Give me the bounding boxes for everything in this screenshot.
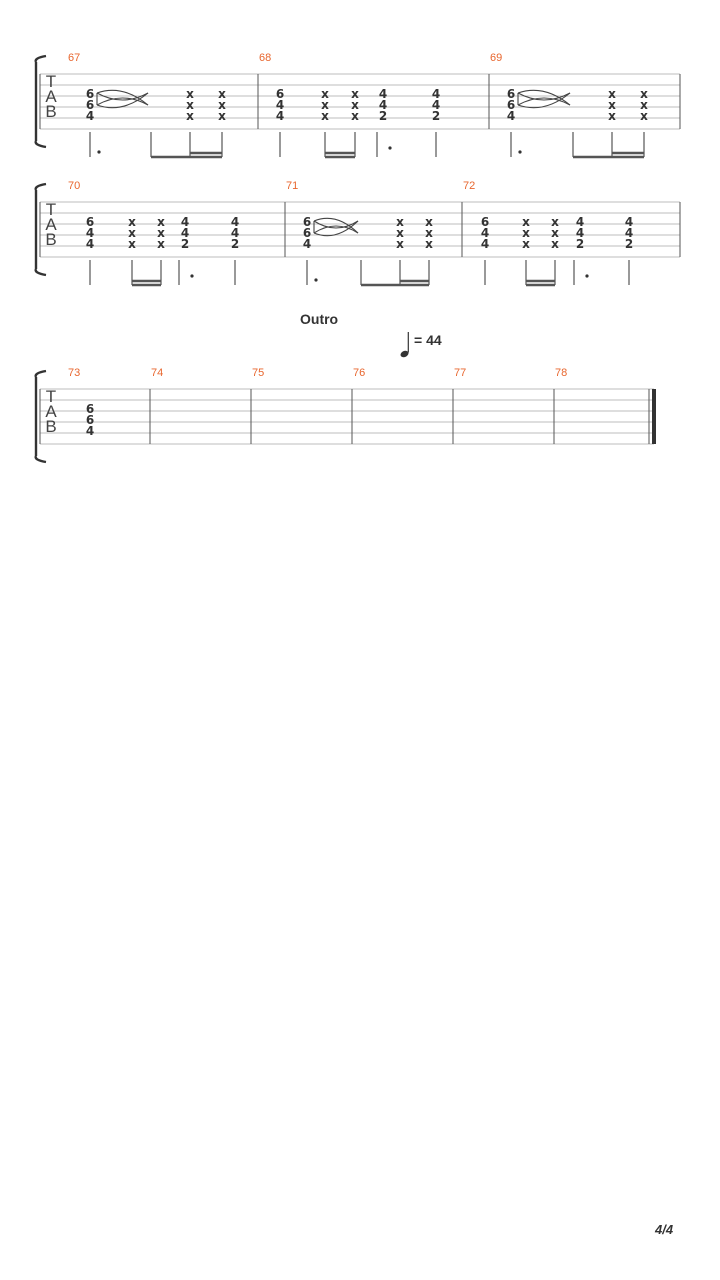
fret-number: x xyxy=(157,215,165,229)
fret-number: x xyxy=(321,98,329,112)
measure-number: 74 xyxy=(151,367,164,379)
fret-number: x xyxy=(551,215,559,229)
fret-number: x xyxy=(218,98,226,112)
fret-number: x xyxy=(351,109,359,123)
fret-number: 6 xyxy=(480,215,490,229)
fret-number: 2 xyxy=(230,237,240,251)
fret-number: 2 xyxy=(378,109,388,123)
rhythm-dot xyxy=(388,146,391,149)
page-number: 4/4 xyxy=(655,1222,674,1237)
fret-number: 4 xyxy=(85,226,95,240)
tab-clef-letter: T xyxy=(45,387,57,406)
tab-system xyxy=(36,52,680,157)
tab-clef-letter: T xyxy=(45,72,57,91)
fret-number: x xyxy=(128,215,136,229)
fret-number: x xyxy=(351,87,359,101)
tie-slur xyxy=(97,90,148,107)
fret-number: 4 xyxy=(302,237,312,251)
fret-number: x xyxy=(396,226,404,240)
fret-number: x xyxy=(522,237,530,251)
fret-number: x xyxy=(522,215,530,229)
fret-number: 6 xyxy=(85,87,95,101)
tab-system xyxy=(36,180,680,285)
tie-slur xyxy=(518,90,570,107)
measure-number: 72 xyxy=(463,180,476,192)
fret-number: x xyxy=(551,237,559,251)
fret-number: x xyxy=(218,109,226,123)
fret-number: 4 xyxy=(378,87,388,101)
fret-number: 4 xyxy=(230,215,240,229)
fret-number: x xyxy=(396,215,404,229)
fret-number: 4 xyxy=(624,215,634,229)
fret-number: 4 xyxy=(624,226,634,240)
fret-number: x xyxy=(321,109,329,123)
measure-number: 73 xyxy=(68,367,81,379)
fret-number: x xyxy=(351,98,359,112)
measure-number: 78 xyxy=(555,367,568,379)
measure-number: 67 xyxy=(68,52,81,64)
fret-number: x xyxy=(425,237,433,251)
fret-number: 4 xyxy=(378,98,388,112)
fret-number: x xyxy=(321,87,329,101)
measure-number: 76 xyxy=(353,367,366,379)
tab-clef-letter: B xyxy=(45,230,57,249)
tab-system xyxy=(36,367,654,462)
fret-number: 4 xyxy=(506,109,516,123)
fret-number: 4 xyxy=(575,226,585,240)
fret-number: x xyxy=(186,87,194,101)
fret-number: 6 xyxy=(302,215,312,229)
fret-number: 6 xyxy=(275,87,285,101)
fret-number: 2 xyxy=(575,237,585,251)
fret-number: 4 xyxy=(275,109,285,123)
measure-number: 75 xyxy=(252,367,265,379)
fret-number: 6 xyxy=(506,98,516,112)
rhythm-dot xyxy=(585,274,588,277)
fret-number: 6 xyxy=(85,402,95,416)
measure-number: 77 xyxy=(454,367,467,379)
fret-number: 4 xyxy=(180,215,190,229)
fret-number: x xyxy=(128,226,136,240)
tab-clef-letter: B xyxy=(45,417,57,436)
measure-number: 71 xyxy=(286,180,299,192)
fret-number: x xyxy=(522,226,530,240)
fret-number: x xyxy=(396,237,404,251)
tie-slur xyxy=(314,218,358,235)
fret-number: 4 xyxy=(85,424,95,438)
fret-number: x xyxy=(551,226,559,240)
section-label: Outro xyxy=(300,311,339,327)
rhythm-dot xyxy=(190,274,193,277)
fret-number: 6 xyxy=(85,98,95,112)
tempo-marking xyxy=(399,332,441,358)
fret-number: 4 xyxy=(431,87,441,101)
fret-number: 2 xyxy=(180,237,190,251)
fret-number: 2 xyxy=(431,109,441,123)
fret-number: x xyxy=(640,98,648,112)
fret-number: x xyxy=(640,87,648,101)
measure-number: 70 xyxy=(68,180,81,192)
tab-clef-letter: A xyxy=(45,215,57,234)
fret-number: x xyxy=(157,237,165,251)
tab-clef-letter: B xyxy=(45,102,57,121)
fret-number: 4 xyxy=(275,98,285,112)
fret-number: 6 xyxy=(85,413,95,427)
fret-number: 4 xyxy=(230,226,240,240)
fret-number: 4 xyxy=(480,226,490,240)
fret-number: x xyxy=(425,226,433,240)
measure-number: 69 xyxy=(490,52,503,64)
fret-number: x xyxy=(608,98,616,112)
fret-number: 4 xyxy=(85,109,95,123)
rhythm-dot xyxy=(518,150,521,153)
rhythm-dot xyxy=(314,278,317,281)
fret-number: 2 xyxy=(624,237,634,251)
fret-number: x xyxy=(608,109,616,123)
measure-number: 68 xyxy=(259,52,272,64)
fret-number: 6 xyxy=(302,226,312,240)
tab-clef-letter: T xyxy=(45,200,57,219)
fret-number: 4 xyxy=(480,237,490,251)
fret-number: x xyxy=(608,87,616,101)
rhythm-dot xyxy=(97,150,100,153)
fret-number: 6 xyxy=(85,215,95,229)
fret-number: x xyxy=(128,237,136,251)
fret-number: 4 xyxy=(85,237,95,251)
fret-number: x xyxy=(157,226,165,240)
fret-number: x xyxy=(186,109,194,123)
tab-clef-letter: A xyxy=(45,402,57,421)
fret-number: x xyxy=(218,87,226,101)
fret-number: 4 xyxy=(575,215,585,229)
tempo-value: = 44 xyxy=(414,332,442,348)
fret-number: 4 xyxy=(180,226,190,240)
fret-number: x xyxy=(186,98,194,112)
fret-number: x xyxy=(425,215,433,229)
tab-clef-letter: A xyxy=(45,87,57,106)
fret-number: x xyxy=(640,109,648,123)
fret-number: 4 xyxy=(431,98,441,112)
fret-number: 6 xyxy=(506,87,516,101)
